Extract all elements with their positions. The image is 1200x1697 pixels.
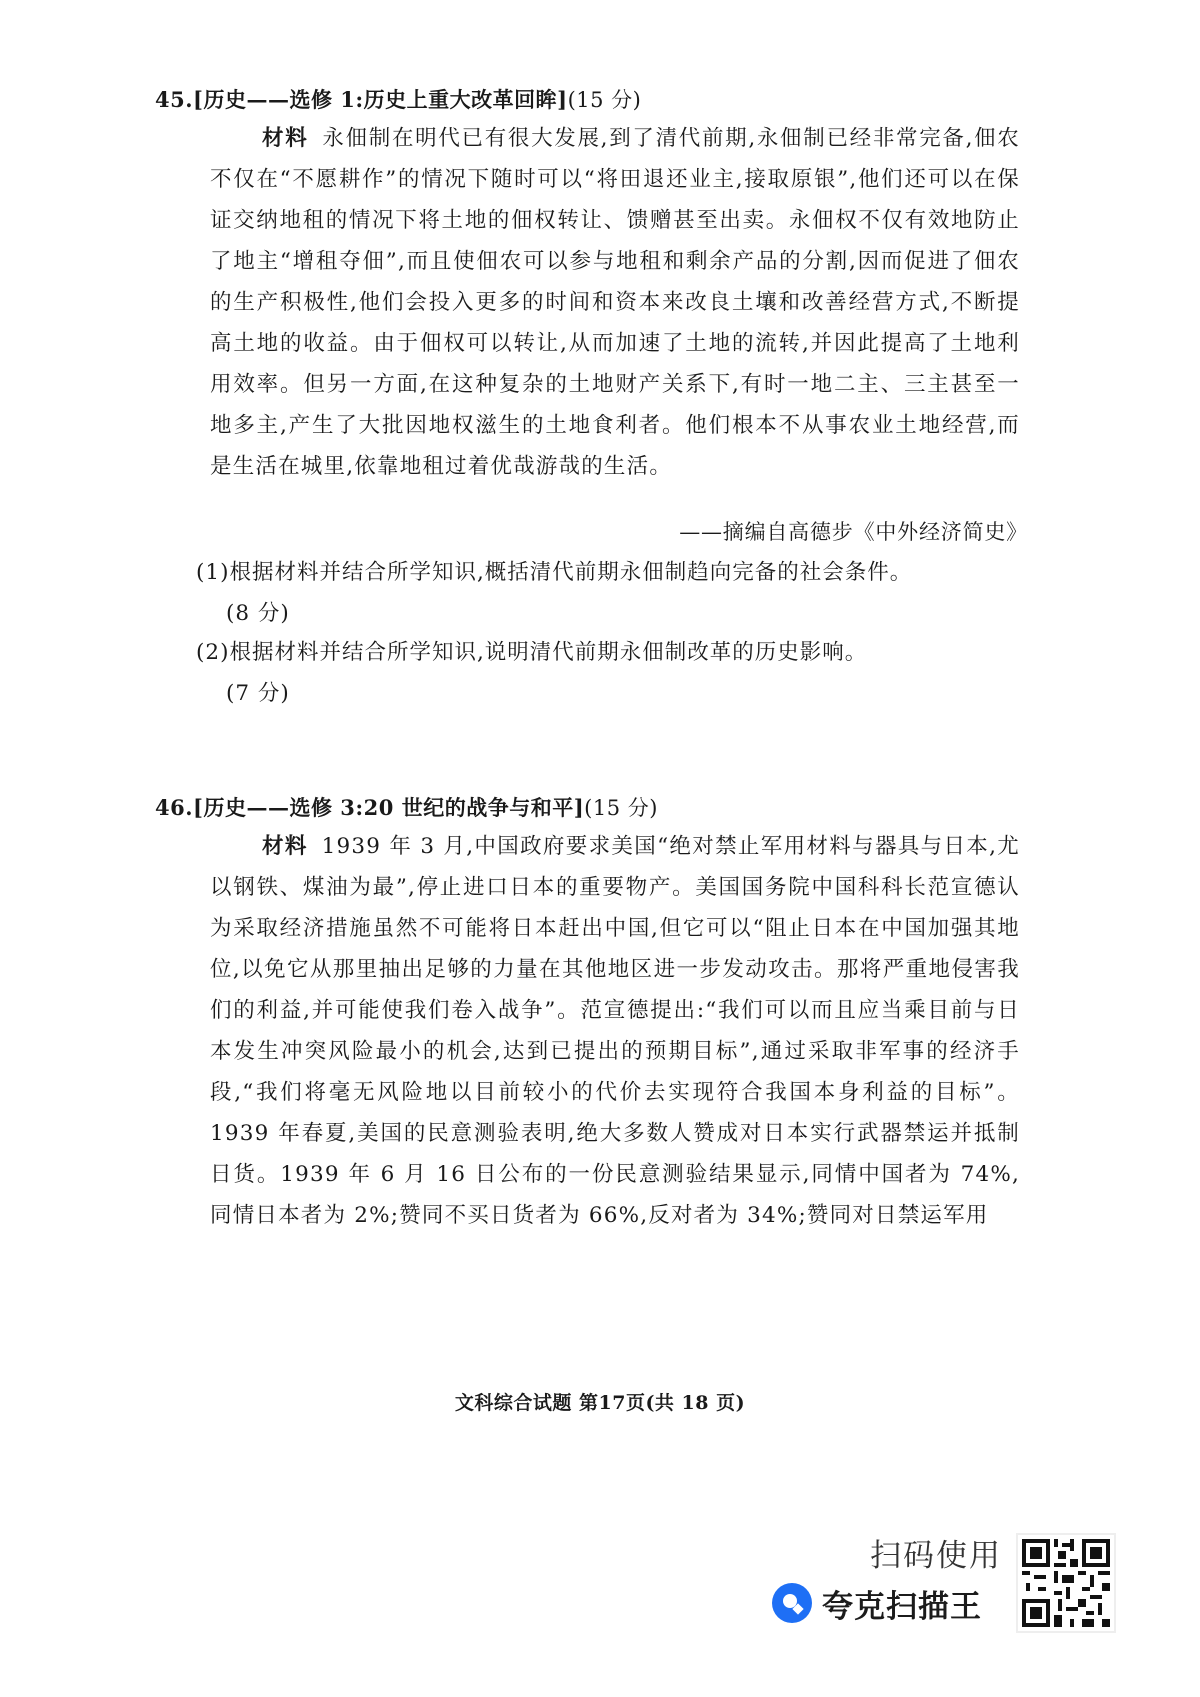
q45-source: ——摘编自高德步《中外经济简史》 xyxy=(679,520,1028,544)
page-footer: 文科综合试题 第17页(共 18 页) xyxy=(454,1392,746,1414)
q45-number: 45. xyxy=(155,87,194,112)
q46-material-text: 1939 年 3 月,中国政府要求美国“绝对禁止军用材料与器具与日本,尤以钢铁、煤油为最”,停止进口日本的重要物产。美国国务院中国科科长范宣德认为采取经济措施虽然不可能将日本赶出中国,但它可以“阻止日本在中国加强其地位,以免它从那里抽出足够的力量在其他地区进一步发动攻击。那将严重地侵害我们的利益,并可能使我们卷入战争”。范宣德提出:“我们可以而且应当乘目前与日本发生冲突风险最小的机会,达到已提出的预期目标”,通过采取非军事的经济手段,“我们将毫无风险地以目前较小的代价去实现符合我国本身利益的目标”。1939 年春夏,美国的民意测验表明,绝大多数人赞成对日本实行武器禁运并抵制日货。1939 年 6 月 16 日公布的一份民意测验结果显示,同情中国者为 74%,同情日本者为 2%;赞同不买日货者为 66%,反对者为 34%;赞同对日禁运军用 xyxy=(210,834,1020,1228)
brand-name: 夸克扫描王 xyxy=(822,1588,982,1625)
q46-points: (15 分) xyxy=(584,796,658,820)
q46-material xyxy=(210,826,1020,1236)
q46-title: [历史——选修 3:20 世纪的战争与和平] xyxy=(193,795,585,820)
qr-code-graphic xyxy=(1018,1535,1114,1631)
q45-sub2-text: (2)根据材料并结合所学知识,说明清代前期永佃制改革的历史影响。 xyxy=(196,640,868,665)
quark-logo-icon xyxy=(772,1583,812,1623)
q45-sub2-score: (7 分) xyxy=(226,681,290,706)
q45-heading xyxy=(155,84,1055,114)
qr-code-icon[interactable] xyxy=(1016,1533,1116,1633)
q45-material-text: 永佃制在明代已有很大发展,到了清代前期,永佃制已经非常完备,佃农不仅在“不愿耕作”的情况下随时可以“将田退还业主,接取原银”,他们还可以在保证交纳地租的情况下将土地的佃权转让、馈赠甚至出卖。永佃权不仅有效地防止了地主“增租夺佃”,而且使佃农可以参与地租和剩余产品的分割,因而促进了佃农的生产积极性,他们会投入更多的时间和资本来改良土壤和改善经营方式,不断提高土地的收益。由于佃权可以转让,从而加速了土地的流转,并因此提高了土地利用效率。但另一方面,在这种复杂的土地财产关系下,有时一地二主、三主甚至一地多主,产生了大批因地权滋生的土地食利者。他们根本不从事农业土地经营,而是生活在城里,依靠地租过着优哉游哉的生活。 xyxy=(210,126,1021,479)
q45-points: (15 分) xyxy=(567,88,642,112)
q45-sub1-text: (1)根据材料并结合所学知识,概括清代前期永佃制趋向完备的社会条件。 xyxy=(196,560,913,585)
scanner-brand xyxy=(772,1580,982,1626)
q45-sub1-score: (8 分) xyxy=(226,601,290,626)
q45-material xyxy=(210,118,1020,487)
q45-subquestion-2 xyxy=(196,632,1016,714)
q45-title: [历史——选修 1:历史上重大改革回眸] xyxy=(193,87,568,112)
scan-prompt-text: 扫码使用 xyxy=(870,1538,1002,1574)
q46-material-label: 材料 xyxy=(262,834,308,859)
q45-subquestion-1 xyxy=(196,552,1016,634)
q46-heading xyxy=(155,792,1055,822)
q46-number: 46. xyxy=(155,795,194,820)
q45-material-label: 材料 xyxy=(262,126,309,151)
